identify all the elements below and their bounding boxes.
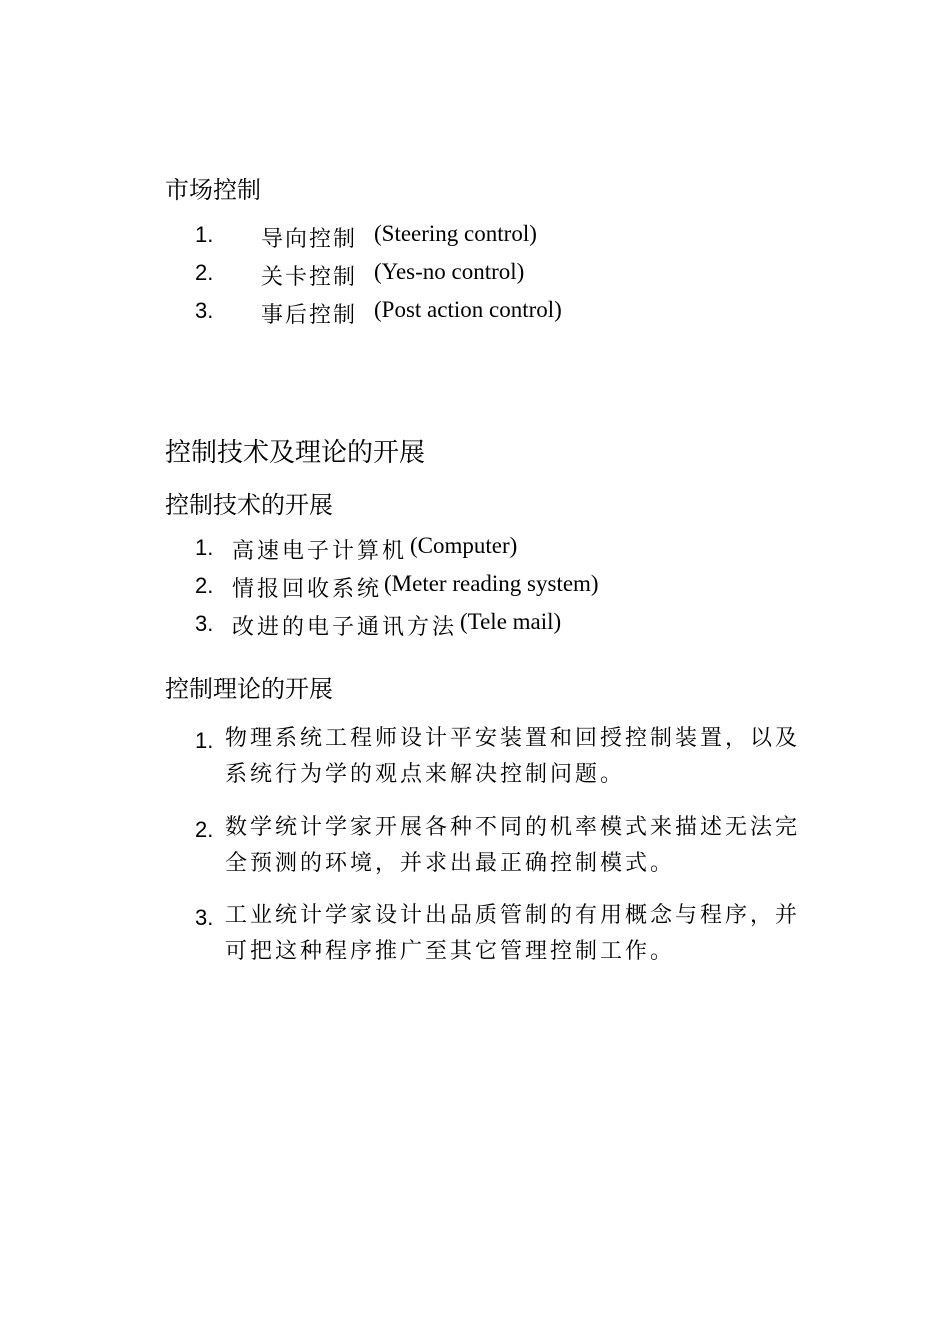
list-item-number: 3.	[195, 611, 214, 636]
list-item-en: (Meter reading system)	[384, 571, 599, 596]
list-item-number: 1.	[195, 535, 214, 560]
list-item-cn: 导向控制	[261, 227, 358, 252]
list-item-paragraph: 数学统计学家开展各种不同的机率模式来描述无法完全预测的环境，并求出最正确控制模式。	[225, 815, 801, 876]
list-item-number: 3.	[195, 298, 214, 323]
list-item-paragraph: 物理系统工程师设计平安装置和回授控制装置，以及系统行为学的观点来解决控制问题。	[225, 726, 801, 787]
list-item-en: (Tele mail)	[460, 609, 562, 634]
list-item-number: 2.	[195, 260, 214, 285]
list-item-cn: 关卡控制	[261, 265, 358, 290]
list-item-number: 1.	[195, 728, 214, 753]
subsection-heading-theory: 控制理论的开展	[165, 675, 333, 703]
list-item-number: 2.	[195, 573, 214, 598]
list-item-cn: 情报回收系统	[232, 577, 383, 602]
list-item-en: (Yes-no control)	[374, 259, 525, 284]
list-item-number: 1.	[195, 222, 214, 247]
list-item-cn: 事后控制	[261, 303, 358, 328]
list-item-number: 2.	[195, 817, 214, 842]
section-heading-market-control: 市场控制	[165, 176, 261, 204]
list-item-cn: 改进的电子通讯方法	[232, 615, 458, 640]
list-item-cn: 高速电子计算机	[232, 539, 408, 564]
subsection-heading-technology: 控制技术的开展	[165, 491, 333, 519]
list-item-en: (Post action control)	[374, 297, 562, 322]
list-item-number: 3.	[195, 905, 214, 930]
section-heading-control-development: 控制技术及理论的开展	[165, 438, 426, 468]
list-item-paragraph: 工业统计学家设计出品质管制的有用概念与程序，并可把这种程序推广至其它管理控制工作。	[225, 903, 801, 964]
list-item-en: (Computer)	[410, 533, 518, 558]
list-item-en: (Steering control)	[374, 221, 537, 246]
